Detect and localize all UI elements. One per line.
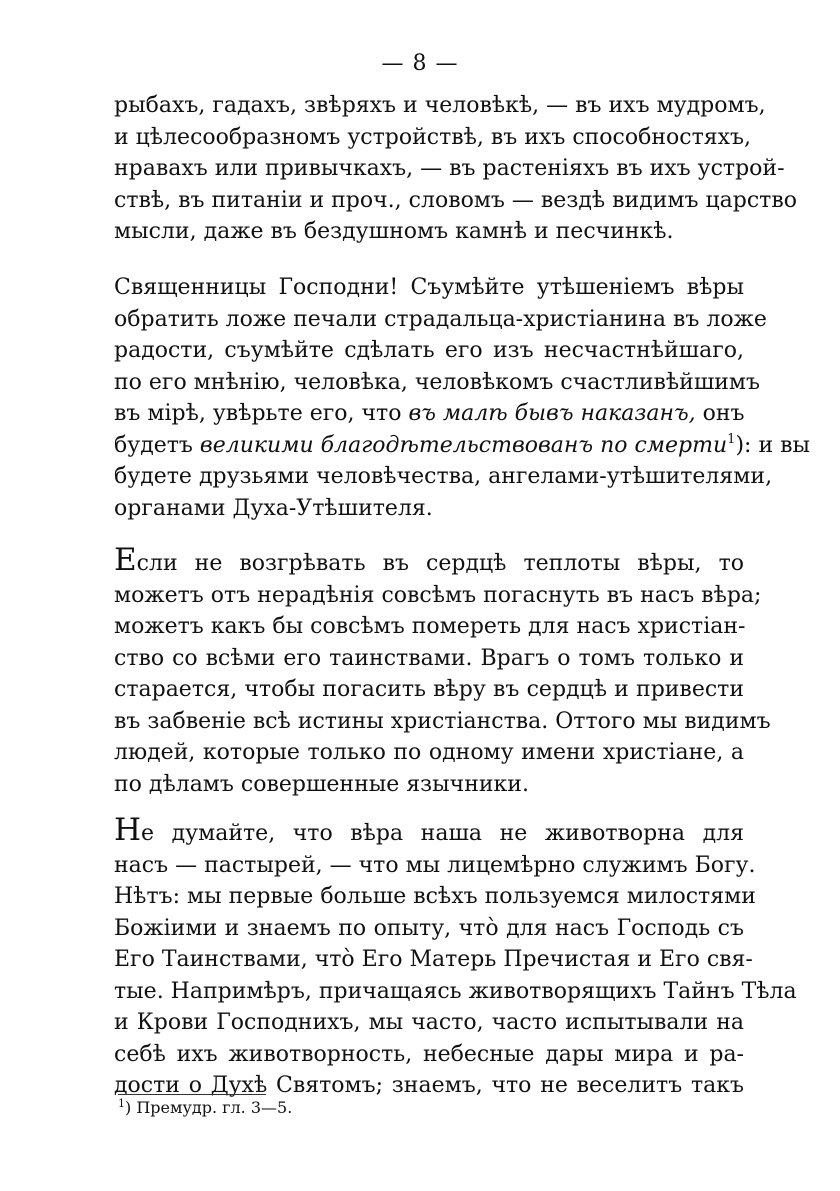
page-number: — 8 —: [381, 51, 459, 76]
text-line: ство со всѣми его таинствами. Врагъ о томъ только и: [114, 645, 744, 671]
footnote: [118, 1097, 292, 1119]
text-line: и цѣлесообразномъ устройствѣ, въ ихъ способностяхъ,: [114, 124, 752, 150]
text-line: Божiими и знаемъ по опыту, что̀ для насъ Господь съ: [114, 915, 744, 941]
text-line: радости, съумѣйте сдѣлать его изъ несчастнѣйшаго,: [114, 338, 744, 363]
text-segment: онъ: [695, 401, 745, 426]
text-line: Священницы Господни! Съумѣйте утѣшенiемъ вѣры: [114, 275, 744, 300]
text-line: старается, чтобы погасить вѣру въ сердцѣ и привести: [114, 677, 744, 702]
text-line: можетъ какъ бы совсѣмъ помереть для насъ христiан-: [114, 614, 746, 639]
paragraph-4: [114, 812, 797, 1102]
paragraph-3: [114, 542, 771, 800]
text-line: [114, 430, 810, 462]
text-line: въ забвенiе всѣ истины христiанства. Оттого мы видимъ: [114, 708, 771, 734]
text-line: людей, которые только по одному имени христiане, а: [114, 740, 744, 765]
text-line: ствѣ, въ питанiи и проч., словомъ — вездѣ видимъ царство: [114, 187, 797, 213]
text-line: мысли, даже въ бездушномъ камнѣ и песчинкѣ.: [114, 219, 674, 244]
text-line: [114, 812, 744, 850]
text-line: органами Духа-Утѣшителя.: [114, 495, 433, 521]
text-line: обратить ложе печали страдальца-христiанина въ ложе: [114, 306, 767, 332]
text-line: себѣ ихъ животворность, небесные дары мира и ра-: [114, 1041, 744, 1067]
text-line: дости о Духѣ Святомъ; знаемъ, что не веселитъ такъ: [114, 1073, 744, 1098]
text-line: насъ — пастырей, — что мы лицемѣрно служимъ Богу.: [114, 852, 756, 878]
text-line: нравахъ или привычкахъ, — въ растенiяхъ въ ихъ устрой-: [114, 156, 785, 181]
text-segment: въ мiрѣ, увѣрьте его, что: [114, 401, 409, 426]
text-segment: е думайте, что вѣра наша не животворна для: [141, 821, 744, 846]
paragraph-2: [114, 272, 810, 524]
text-segment: будетъ: [114, 432, 200, 458]
text-line: [114, 542, 744, 580]
footnote-divider: [118, 1094, 266, 1095]
footnote-reference: 1: [727, 431, 736, 447]
initial-letter: Е: [114, 542, 137, 578]
text-line: Нѣтъ: мы первые больше всѣхъ пользуемся милостями: [114, 884, 756, 909]
scripture-quote: въ малѣ бывъ наказанъ,: [408, 401, 696, 426]
paragraph-1: [114, 90, 797, 248]
text-line: можетъ отъ нерадѣнiя совсѣмъ погаснуть въ насъ вѣра;: [114, 582, 762, 608]
text-line: будете друзьями человѣчества, ангелами-утѣшителями,: [114, 464, 773, 489]
text-segment: сли не возгрѣвать въ сердцѣ теплоты вѣры, то: [136, 551, 744, 576]
initial-letter: Н: [114, 812, 142, 848]
text-line: по дѣламъ совершенные язычники.: [114, 771, 529, 797]
text-line: тые. Напримѣръ, причащаясь животворящихъ Тайнъ Тѣла: [114, 978, 797, 1004]
text-line: [114, 398, 744, 430]
text-line: по его мнѣнiю, человѣка, человѣкомъ счастливѣйшимъ: [114, 369, 761, 395]
text-line: Его Таинствами, что̀ Его Матерь Пречистая и Его свя-: [114, 947, 753, 972]
footnote-text: ) Премудр. гл. 3—5.: [125, 1098, 293, 1117]
text-segment: ): и вы: [735, 432, 810, 458]
text-line: рыбахъ, гадахъ, звѣряхъ и человѣкѣ, — въ ихъ мудромъ,: [114, 93, 766, 118]
scripture-quote: великими благодѣтельствованъ по смерти: [199, 432, 728, 458]
footnote-mark: 1: [118, 1097, 125, 1110]
text-line: и Крови Господнихъ, мы часто, часто испытывали на: [114, 1010, 744, 1035]
